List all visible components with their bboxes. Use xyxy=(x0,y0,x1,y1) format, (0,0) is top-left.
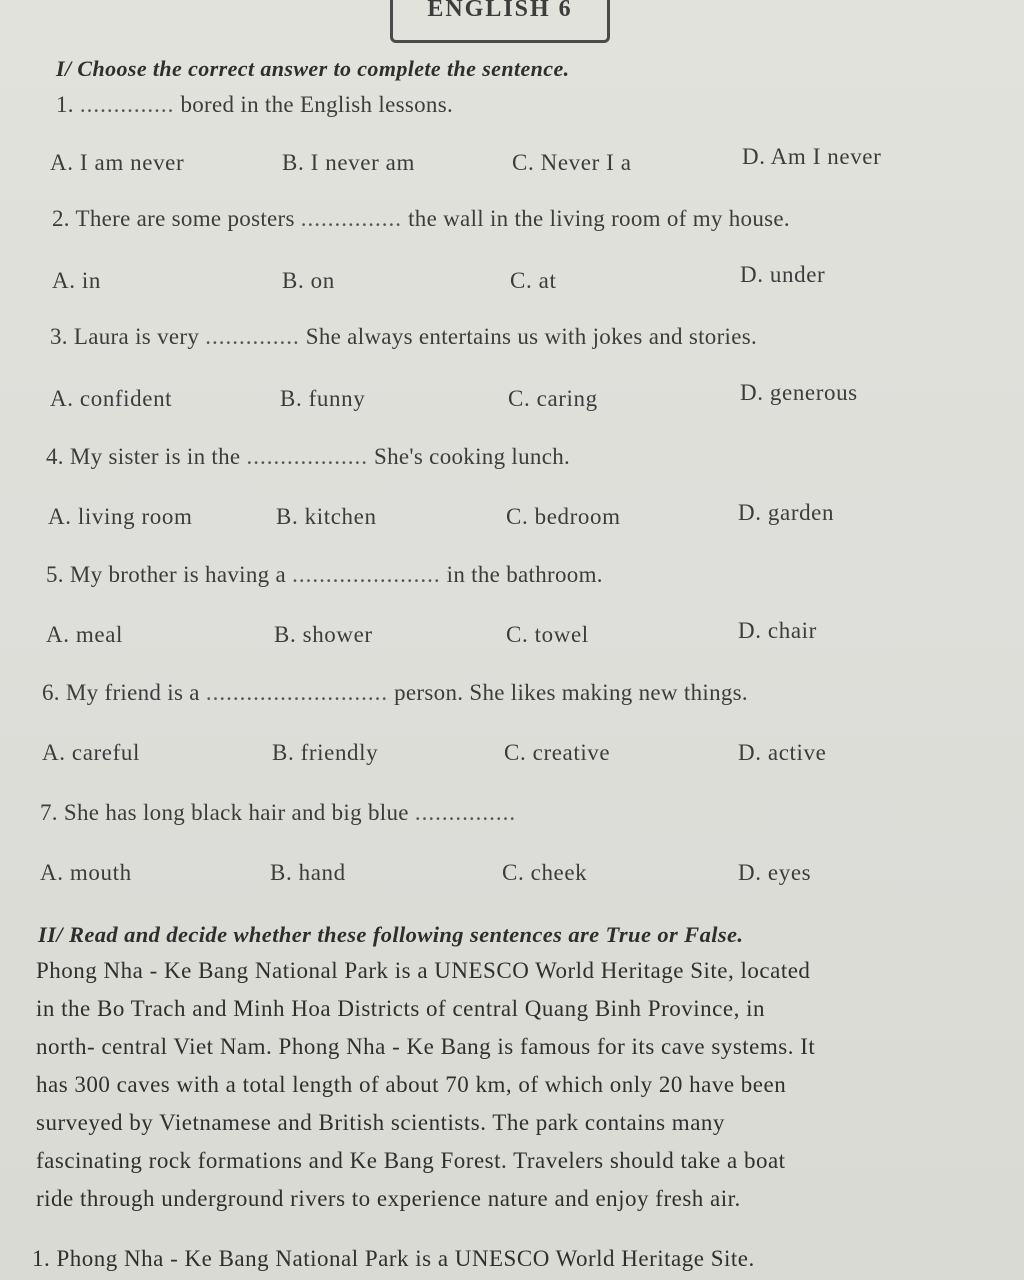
question-3: 3. Laura is very .............. She always entertains us with jokes and stories. xyxy=(50,324,758,349)
option-4c[interactable]: C. bedroom xyxy=(506,504,621,529)
question-2: 2. There are some posters ............... the wall in the living room of my house. xyxy=(52,206,790,231)
answer-blank[interactable]: .............. xyxy=(79,92,175,117)
option-6c[interactable]: C. creative xyxy=(504,740,611,765)
option-7a[interactable]: A. mouth xyxy=(40,860,132,885)
option-3c[interactable]: C. caring xyxy=(508,386,598,411)
passage-line: fascinating rock formations and Ke Bang Forest. Travelers should take a boat xyxy=(36,1148,786,1173)
question-7: 7. She has long black hair and big blue ............... xyxy=(40,800,517,825)
passage-line: surveyed by Vietnamese and British scientists. The park contains many xyxy=(36,1110,725,1135)
option-4a[interactable]: A. living room xyxy=(48,504,193,529)
option-6b[interactable]: B. friendly xyxy=(272,740,379,765)
option-5a[interactable]: A. meal xyxy=(46,622,124,647)
passage-line: north- central Viet Nam. Phong Nha - Ke Bang is famous for its cave systems. It xyxy=(36,1034,816,1059)
option-1a[interactable]: A. I am never xyxy=(50,150,185,175)
option-4b[interactable]: B. kitchen xyxy=(276,504,377,529)
option-3d[interactable]: D. generous xyxy=(740,380,858,405)
statement-1: 1. Phong Nha - Ke Bang National Park is a UNESCO World Heritage Site. xyxy=(32,1246,755,1271)
passage-line: Phong Nha - Ke Bang National Park is a UNESCO World Heritage Site, located xyxy=(36,958,811,983)
passage-line: ride through underground rivers to experience nature and enjoy fresh air. xyxy=(36,1186,741,1211)
option-7c[interactable]: C. cheek xyxy=(502,860,588,885)
answer-blank[interactable]: .............. xyxy=(205,324,300,349)
passage-line: in the Bo Trach and Minh Hoa Districts of central Quang Binh Province, in xyxy=(36,996,765,1021)
title-box xyxy=(390,0,610,43)
option-7d[interactable]: D. eyes xyxy=(738,860,812,885)
page-title: ENGLISH 6 xyxy=(427,0,573,22)
option-2c[interactable]: C. at xyxy=(510,268,557,293)
option-4d[interactable]: D. garden xyxy=(738,500,835,525)
option-7b[interactable]: B. hand xyxy=(270,860,346,885)
option-5d[interactable]: D. chair xyxy=(738,618,817,643)
option-5b[interactable]: B. shower xyxy=(274,622,373,647)
option-1b[interactable]: B. I never am xyxy=(282,150,415,175)
option-6a[interactable]: A. careful xyxy=(42,740,140,765)
answer-blank[interactable]: .................. xyxy=(246,444,368,469)
option-1d[interactable]: D. Am I never xyxy=(742,144,882,169)
option-5c[interactable]: C. towel xyxy=(506,622,589,647)
question-1: 1. .............. bored in the English lessons. xyxy=(56,92,453,117)
option-3a[interactable]: A. confident xyxy=(50,386,173,411)
question-4: 4. My sister is in the .................. She's cooking lunch. xyxy=(46,444,571,469)
passage-line: has 300 caves with a total length of about 70 km, of which only 20 have been xyxy=(36,1072,787,1097)
question-5: 5. My brother is having a ...................... in the bathroom. xyxy=(46,562,603,587)
option-6d[interactable]: D. active xyxy=(738,740,827,765)
section-1-heading: I/ Choose the correct answer to complete the sentence. xyxy=(56,56,570,81)
question-6: 6. My friend is a ........................... person. She likes making new things. xyxy=(42,680,748,705)
answer-blank[interactable]: ............... xyxy=(300,206,403,231)
option-2b[interactable]: B. on xyxy=(282,268,335,293)
option-3b[interactable]: B. funny xyxy=(280,386,366,411)
option-2d[interactable]: D. under xyxy=(740,262,826,287)
answer-blank[interactable]: ........................... xyxy=(205,680,389,705)
answer-blank[interactable]: ...................... xyxy=(292,562,441,587)
answer-blank[interactable]: ............... xyxy=(414,800,517,825)
option-2a[interactable]: A. in xyxy=(52,268,101,293)
section-2-heading: II/ Read and decide whether these following sentences are True or False. xyxy=(38,922,744,947)
option-1c[interactable]: C. Never I a xyxy=(512,150,632,175)
